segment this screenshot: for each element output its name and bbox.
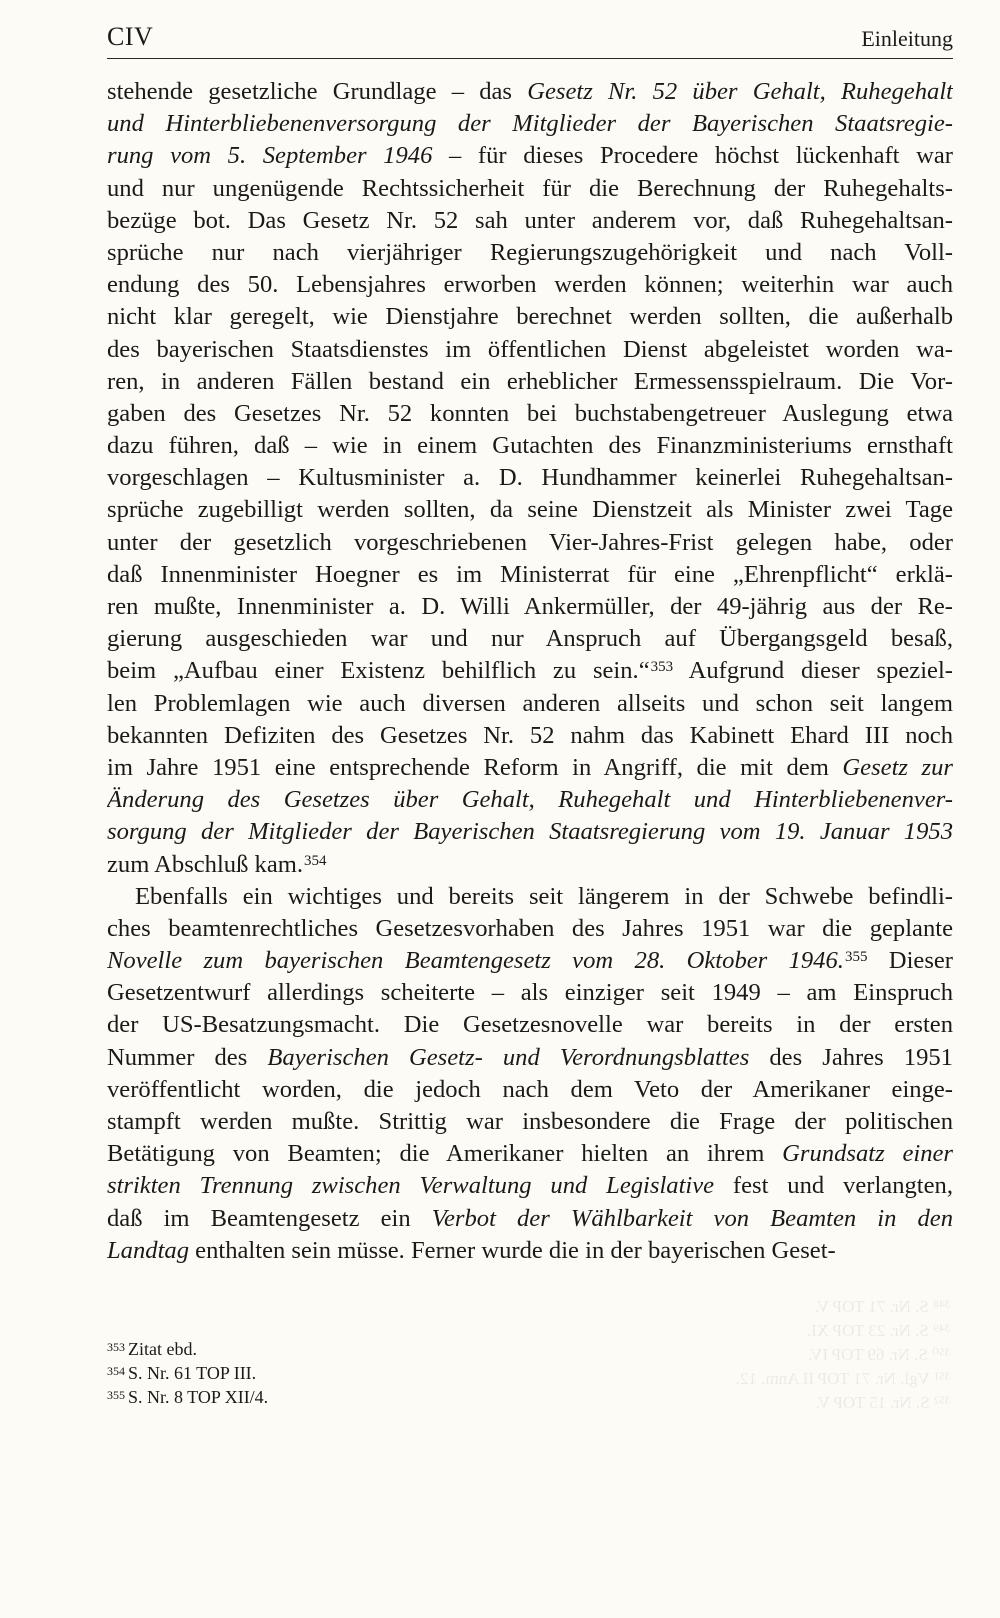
footnote-reference: 354 <box>304 852 327 869</box>
show-through-line: ³⁵² S. Nr. 15 TOP V. <box>815 1393 950 1412</box>
text-segment: der US-Besatzungsmacht. Die Gesetzesnovelle war bereits in der ersten <box>107 1011 953 1039</box>
text-line <box>107 1170 953 1202</box>
text-line <box>107 462 953 494</box>
text-line <box>107 1138 953 1170</box>
text-line <box>107 1074 953 1106</box>
text-segment: Betätigung von Beamten; die Amerikaner hielten an ihrem <box>107 1140 783 1168</box>
text-segment: im Jahre 1951 eine entsprechende Reform in Angriff, die mit dem <box>107 753 843 781</box>
footnote-number: 355 <box>107 1388 125 1402</box>
italic-text: Verbot der Wählbarkeit von Beamten in den <box>431 1204 953 1232</box>
footnote-text: S. Nr. 61 TOP III. <box>128 1363 257 1383</box>
text-segment: unter der gesetzlich vorgeschriebenen Vier-Jahres-Frist gelegen habe, oder <box>107 528 953 556</box>
footnote-number: 353 <box>107 1340 125 1354</box>
italic-text: strikten Trennung zwischen Verwaltung und Legislative <box>107 1172 715 1200</box>
text-segment: beim „Aufbau einer Existenz behilflich zu sein.“ <box>107 657 650 685</box>
text-segment: ren mußte, Innenminister a. D. Willi Ankermüller, der 49-jährig aus der Re- <box>107 593 953 620</box>
text-line <box>107 559 953 591</box>
text-segment: Aufgrund dieser speziel- <box>673 657 953 685</box>
text-segment: dazu führen, daß – wie in einem Gutachten des Finanzministeriums ernsthaft <box>107 432 953 460</box>
text-segment: len Problemlagen wie auch diversen anderen allseits und schon seit langem <box>107 689 953 717</box>
italic-text: Grundsatz einer <box>782 1140 953 1168</box>
footnote-text: S. Nr. 8 TOP XII/4. <box>128 1387 269 1407</box>
text-line <box>107 784 953 816</box>
text-line <box>107 269 953 301</box>
text-segment: daß im Beamtengesetz ein <box>107 1204 432 1232</box>
page-header <box>107 18 953 59</box>
text-segment: enthalten sein müsse. Ferner wurde die in der bayerischen Geset- <box>189 1236 836 1264</box>
text-segment: vorgeschlagen – Kultusminister a. D. Hundhammer keinerlei Ruhegehaltsan- <box>107 464 953 492</box>
text-segment: bezüge bot. Das Gesetz Nr. 52 sah unter anderem vor, daß Ruhegehaltsan- <box>107 206 953 234</box>
italic-text: Bayerischen Gesetz- und Verordnungsblattes <box>267 1043 750 1071</box>
text-line <box>107 1203 953 1235</box>
italic-text: rung vom 5. September 1946 <box>107 142 433 170</box>
text-line <box>107 76 953 108</box>
text-line <box>107 945 953 977</box>
text-line <box>107 334 953 366</box>
text-segment: ches beamtenrechtliches Gesetzesvorhaben des Jahres 1951 war die geplante <box>107 914 953 942</box>
text-segment: fest und verlangten, <box>714 1172 953 1200</box>
text-line <box>107 591 953 623</box>
text-line <box>107 494 953 526</box>
footnote-reference: 353 <box>650 659 674 676</box>
text-segment: bekannten Defiziten des Gesetzes Nr. 52 nahm das Kabinett Ehard III noch <box>107 721 953 749</box>
running-title: Einleitung <box>861 26 953 51</box>
text-segment: Nummer des <box>107 1043 268 1071</box>
show-through-line: ³⁴⁹ S. Nr. 23 TOP XI. <box>806 1321 950 1340</box>
show-through-line: ³⁵¹ Vgl. Nr. 71 TOP II Anm. 12. <box>735 1369 950 1388</box>
text-segment: sprüche nur nach vierjähriger Regierungszugehörigkeit und nach Voll- <box>107 238 953 266</box>
text-line <box>107 655 953 687</box>
text-line <box>107 1235 953 1267</box>
text-line <box>107 527 953 559</box>
text-segment: veröffentlicht worden, die jedoch nach dem Veto der Amerikaner einge- <box>107 1075 953 1103</box>
footnote <box>107 1385 507 1409</box>
text-segment: stampft werden mußte. Strittig war insbesondere die Frage der politischen <box>107 1108 953 1135</box>
text-segment: stehende gesetzliche Grundlage – das <box>107 78 528 105</box>
text-segment: gierung ausgeschieden war und nur Anspruch auf Übergangsgeld besaß, <box>107 625 953 653</box>
italic-text: sorgung der Mitglieder der Bayerischen Staatsregierung vom 19. Januar 1953 <box>107 818 953 846</box>
text-segment: Gesetzentwurf allerdings scheiterte – als einziger seit 1949 – am Einspruch <box>107 979 953 1007</box>
show-through-line: ³⁵⁰ S. Nr. 69 TOP IV. <box>808 1345 950 1364</box>
text-line <box>107 237 953 269</box>
text-segment: des bayerischen Staatsdienstes im öffentlichen Dienst abgeleistet worden wa- <box>107 335 953 363</box>
footnote-reference: 355 <box>844 949 868 966</box>
text-line <box>107 849 953 881</box>
italic-text: Gesetz Nr. 52 über Gehalt, Ruhegehalt <box>527 78 953 105</box>
text-segment: des Jahres 1951 <box>749 1043 953 1071</box>
footnotes <box>107 1337 507 1409</box>
text-line <box>107 1009 953 1041</box>
text-line <box>107 720 953 752</box>
footnote <box>107 1337 507 1361</box>
text-segment: – für dieses Procedere höchst lückenhaft war <box>432 142 953 170</box>
text-segment: gaben des Gesetzes Nr. 52 konnten bei buchstabengetreuer Auslegung etwa <box>107 399 953 427</box>
footnote-text: Zitat ebd. <box>128 1339 197 1359</box>
text-line <box>107 881 953 913</box>
text-line <box>107 430 953 462</box>
text-line <box>107 301 953 333</box>
italic-text: Landtag <box>107 1236 189 1264</box>
text-segment: nicht klar geregelt, wie Dienstjahre berechnet werden sollten, die außerhalb <box>107 303 953 331</box>
text-line <box>107 173 953 205</box>
footnote <box>107 1361 507 1385</box>
text-segment: zum Abschluß kam. <box>107 850 304 878</box>
text-segment: Dieser <box>867 947 953 975</box>
text-line <box>107 688 953 720</box>
text-segment: endung des 50. Lebensjahres erworben werden können; weiterhin war auch <box>107 271 953 299</box>
show-through-text <box>700 1295 950 1415</box>
text-line <box>107 752 953 784</box>
show-through-line: ³⁴⁸ S. Nr. 71 TOP V. <box>814 1297 950 1316</box>
text-line <box>107 816 953 848</box>
text-line <box>107 913 953 945</box>
footnote-number: 354 <box>107 1364 125 1378</box>
text-segment: Ebenfalls ein wichtiges und bereits seit längerem in der Schwebe befindli- <box>135 882 953 910</box>
body-text <box>107 76 953 1267</box>
text-line <box>107 977 953 1009</box>
italic-text: Novelle zum bayerischen Beamtengesetz vom 28. Oktober 1946. <box>107 947 844 975</box>
text-line <box>107 205 953 237</box>
text-line <box>107 140 953 172</box>
text-line <box>107 398 953 430</box>
text-segment: und nur ungenügende Rechtssicherheit für die Berechnung der Ruhegehalts- <box>107 174 953 202</box>
page-number: CIV <box>107 22 154 51</box>
italic-text: und Hinterbliebenenversorgung der Mitglieder der Bayerischen Staatsregie- <box>107 110 953 138</box>
text-line <box>107 1106 953 1138</box>
text-line <box>107 108 953 140</box>
text-segment: daß Innenminister Hoegner es im Ministerrat für eine „Ehrenpflicht“ erklä- <box>107 560 953 588</box>
text-line <box>107 1042 953 1074</box>
italic-text: Gesetz zur <box>842 753 953 781</box>
text-segment: sprüche zugebilligt werden sollten, da seine Dienstzeit als Minister zwei Tage <box>107 496 953 524</box>
text-line <box>107 366 953 398</box>
text-line <box>107 623 953 655</box>
text-segment: ren, in anderen Fällen bestand ein erheblicher Ermessensspielraum. Die Vor- <box>107 367 953 395</box>
italic-text: Änderung des Gesetzes über Gehalt, Ruhegehalt und Hinterbliebenenver- <box>107 786 953 814</box>
